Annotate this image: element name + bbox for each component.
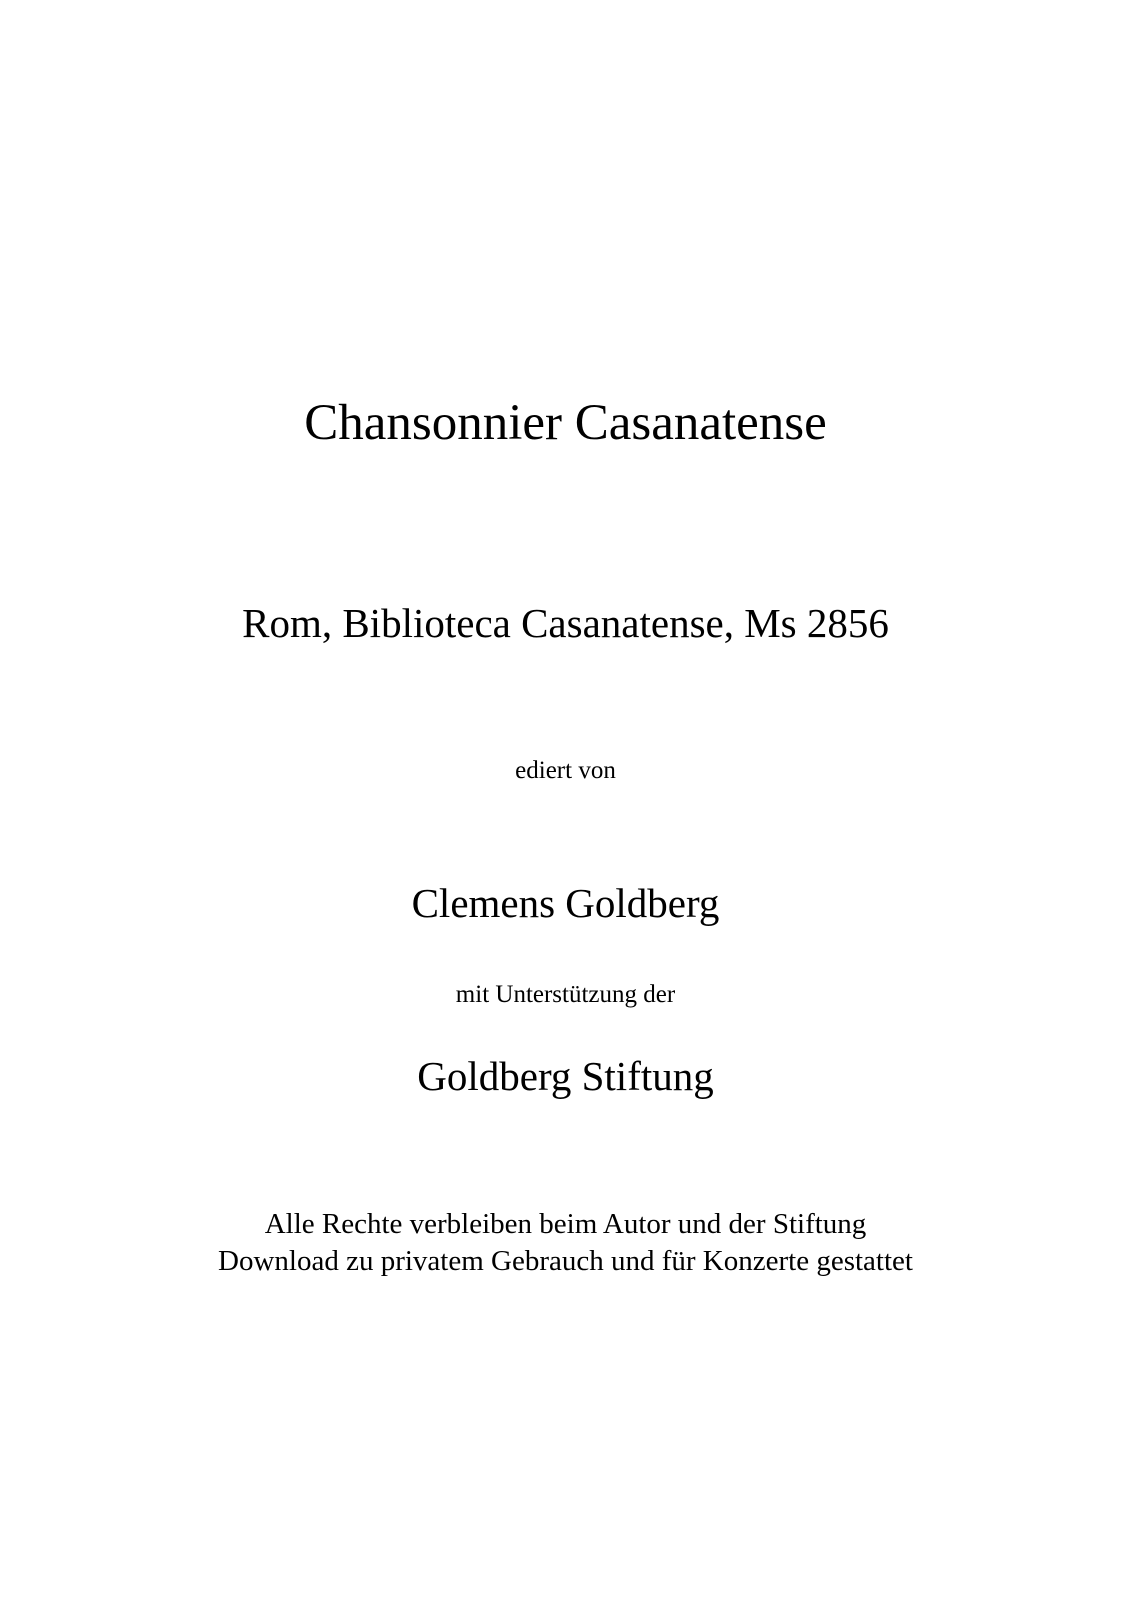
document-title: Chansonnier Casanatense [304,395,827,451]
rights-line-1: Alle Rechte verbleiben beim Autor und der Stiftung [264,1208,867,1240]
foundation-name: Goldberg Stiftung [417,1053,714,1099]
rights-notice [0,1206,1131,1280]
support-label: mit Unterstützung der [455,981,676,1008]
edited-by-label: ediert von [515,757,616,784]
document-subtitle: Rom, Biblioteca Casanatense, Ms 2856 [242,600,889,646]
editor-name: Clemens Goldberg [411,880,720,926]
rights-line-2: Download zu privatem Gebrauch und für Konzerte gestattet [218,1245,913,1277]
